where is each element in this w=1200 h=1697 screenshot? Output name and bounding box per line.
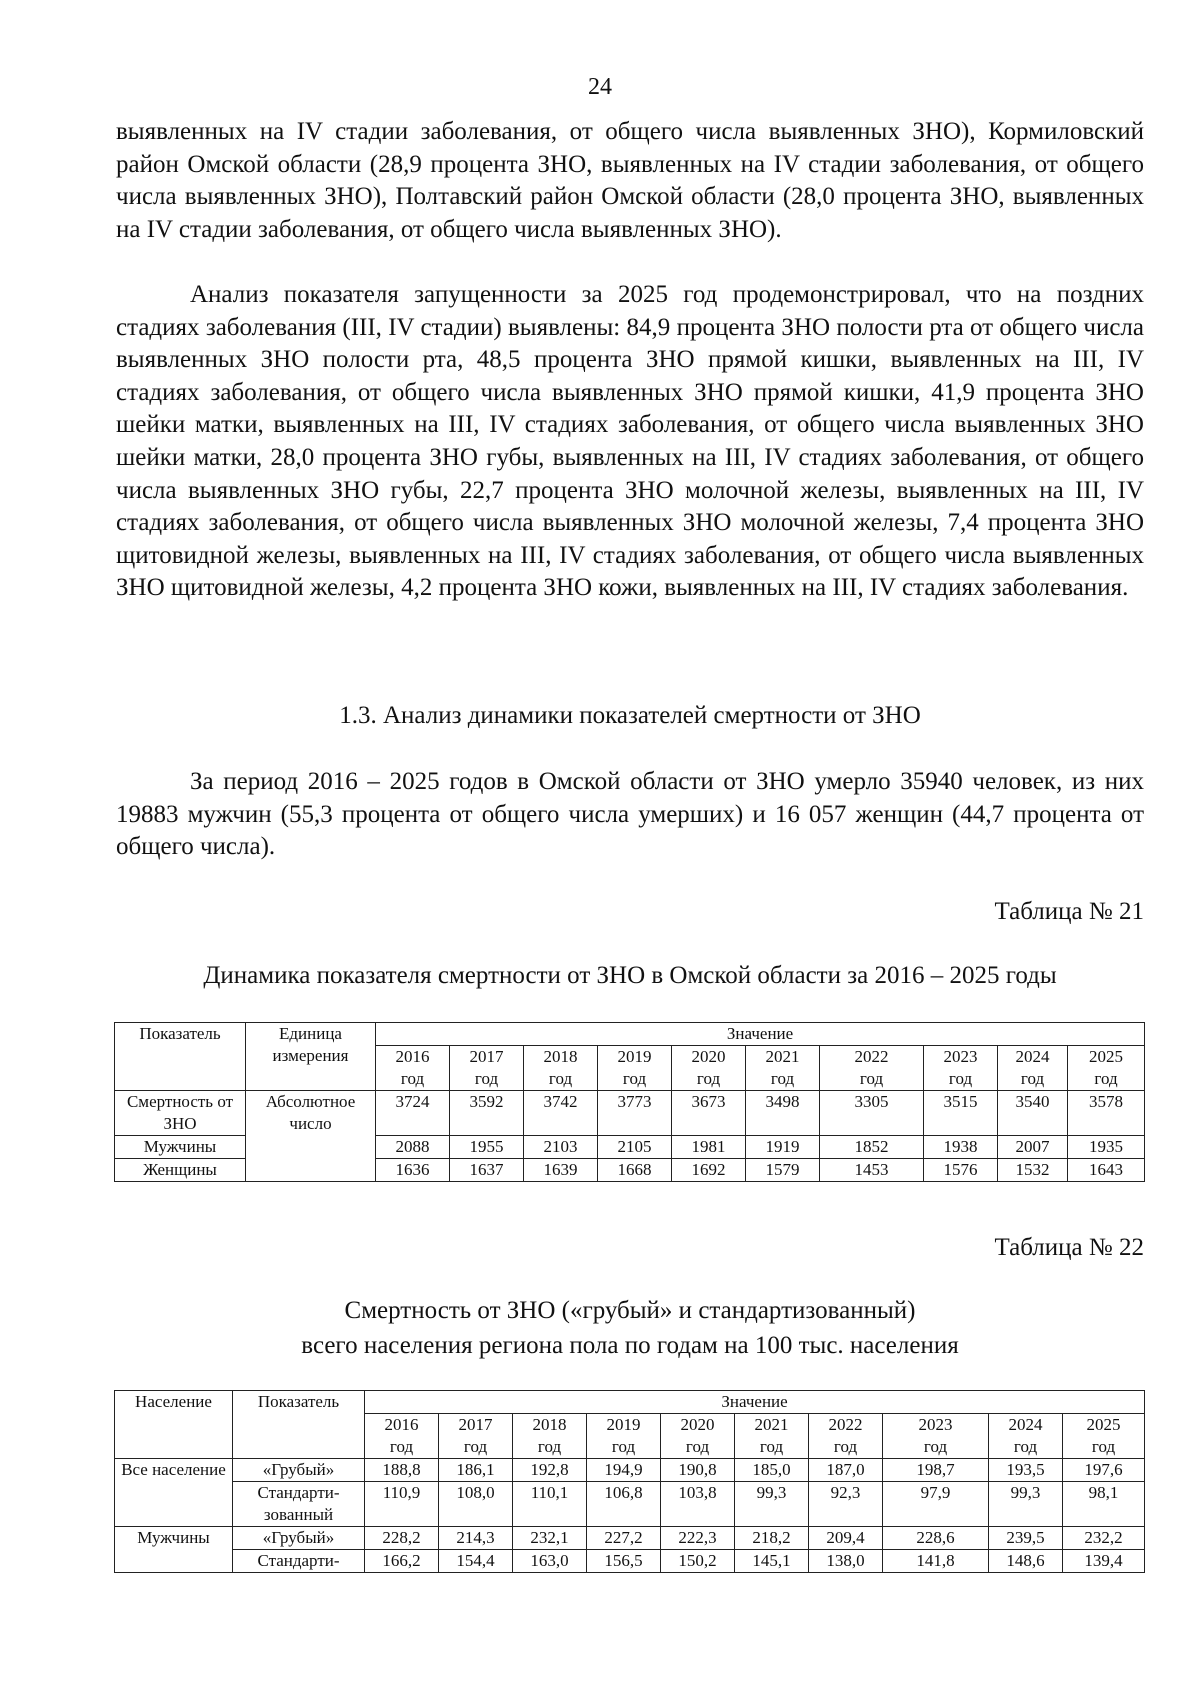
- table21-year-suffix: год: [622, 1069, 647, 1088]
- table21-cell: 3540: [998, 1091, 1068, 1136]
- table22-year: 2023: [918, 1415, 953, 1434]
- table22-year-suffix: год: [833, 1437, 858, 1456]
- table21-year-suffix: год: [948, 1069, 973, 1088]
- table22-cell: 106,8: [587, 1482, 661, 1527]
- table22-year: 2025: [1086, 1415, 1121, 1434]
- table22-cell: 218,2: [735, 1527, 809, 1550]
- table21-cell: 3578: [1068, 1091, 1145, 1136]
- table21-year: 2019: [617, 1047, 652, 1066]
- table22-year: 2017: [458, 1415, 493, 1434]
- table22-population-cell: Мужчины: [115, 1527, 233, 1573]
- table22-cell: 138,0: [809, 1550, 883, 1573]
- table21-year-suffix: год: [1094, 1069, 1118, 1088]
- table21-year-suffix: год: [696, 1069, 721, 1088]
- table21-cell: 1955: [450, 1136, 524, 1159]
- table22-cell: 98,1: [1063, 1482, 1145, 1527]
- table22-year-suffix: год: [1091, 1437, 1116, 1456]
- table21-cell: 1532: [998, 1159, 1068, 1182]
- table21-row-label: Женщины: [115, 1159, 246, 1182]
- table22-cell: 192,8: [513, 1459, 587, 1482]
- table22-cell: 103,8: [661, 1482, 735, 1527]
- paragraph-continued: выявленных на IV стадии заболевания, от общего числа выявленных ЗНО), Кормиловский район Омской области (28,9 процента ЗНО, выявленных на IV стадии заболевания, от общего числа выявленных ЗНО), Полтавский район Омской области (28,0 процента ЗНО, выявленных на IV стадии заболевания, от общего числа выявленных ЗНО).: [116, 118, 1144, 243]
- table22-cell: 197,6: [1063, 1459, 1145, 1482]
- table22-cell: 193,5: [989, 1459, 1063, 1482]
- table21-year-header: [524, 1046, 598, 1091]
- table22-cell: 198,7: [883, 1459, 989, 1482]
- table22-year-suffix: год: [1013, 1437, 1038, 1456]
- table22-cell: 190,8: [661, 1459, 735, 1482]
- table22-year-header: [809, 1414, 883, 1459]
- table22-year-suffix: год: [923, 1437, 948, 1456]
- table21-cell: 1639: [524, 1159, 598, 1182]
- table22-cell: 232,1: [513, 1527, 587, 1550]
- table21-year: 2022: [854, 1047, 889, 1066]
- table22-population-cell: Все население: [115, 1459, 233, 1527]
- table21-cell: 1576: [924, 1159, 998, 1182]
- table21-cell: 3498: [746, 1091, 820, 1136]
- table22-cell: 228,2: [365, 1527, 439, 1550]
- table21-cell: 3592: [450, 1091, 524, 1136]
- table21-row-label: Мужчины: [115, 1136, 246, 1159]
- table21-cell: 2007: [998, 1136, 1068, 1159]
- table22-cell: 156,5: [587, 1550, 661, 1573]
- table21-cell: 1981: [672, 1136, 746, 1159]
- table21-cell: 2103: [524, 1136, 598, 1159]
- table22-year-header: [587, 1414, 661, 1459]
- table22-cell: 214,3: [439, 1527, 513, 1550]
- table22-cell: 99,3: [989, 1482, 1063, 1527]
- table21-cell: 3724: [376, 1091, 450, 1136]
- table21-cell: 3515: [924, 1091, 998, 1136]
- table21-year: 2018: [543, 1047, 578, 1066]
- table21-year-header: [376, 1046, 450, 1091]
- table21-year-header: [924, 1046, 998, 1091]
- table22-year-header: [661, 1414, 735, 1459]
- table21-year: 2025: [1089, 1047, 1124, 1066]
- table22-label: Таблица № 22: [994, 1234, 1144, 1261]
- table21-year: 2023: [943, 1047, 978, 1066]
- table21-year: 2021: [765, 1047, 800, 1066]
- table21-cell: 1692: [672, 1159, 746, 1182]
- table22-year: 2021: [754, 1415, 789, 1434]
- table22-header-row: [115, 1391, 1145, 1414]
- table22-header-population: Население: [115, 1391, 233, 1459]
- table21-year: 2016: [395, 1047, 430, 1066]
- table22-year-header: [735, 1414, 809, 1459]
- table21-cell: 2105: [598, 1136, 672, 1159]
- table22-year: 2020: [680, 1415, 715, 1434]
- table21-year: 2024: [1015, 1047, 1050, 1066]
- table22-year-header: [989, 1414, 1063, 1459]
- table22-cell: 110,9: [365, 1482, 439, 1527]
- table21-cell: 1636: [376, 1159, 450, 1182]
- table21-label: Таблица № 21: [994, 898, 1144, 925]
- table21-year-suffix: год: [859, 1069, 884, 1088]
- table22-indicator-cell: Стандарти-: [233, 1550, 365, 1573]
- table21-caption: Динамика показателя смертности от ЗНО в Омской области за 2016 – 2025 годы: [203, 962, 1057, 989]
- table21-cell: 1938: [924, 1136, 998, 1159]
- table22-row-men-standardized: [115, 1550, 1145, 1573]
- table21-unit-cell: Абсолютное число: [246, 1091, 376, 1182]
- table21-header-unit: Единица измерения: [246, 1023, 376, 1091]
- table22-year-suffix: год: [759, 1437, 784, 1456]
- table22-cell: 163,0: [513, 1550, 587, 1573]
- table22-cell: 141,8: [883, 1550, 989, 1573]
- table21-year-header: [998, 1046, 1068, 1091]
- table22-cell: 99,3: [735, 1482, 809, 1527]
- table22-row-all-crude: [115, 1459, 1145, 1482]
- table22-cell: 187,0: [809, 1459, 883, 1482]
- table22-year: 2024: [1008, 1415, 1043, 1434]
- table22-cell: 110,1: [513, 1482, 587, 1527]
- table21-year-suffix: год: [1020, 1069, 1045, 1088]
- table22-cell: 154,4: [439, 1550, 513, 1573]
- table22-cell: 139,4: [1063, 1550, 1145, 1573]
- table22-cell: 97,9: [883, 1482, 989, 1527]
- table22-cell: 185,0: [735, 1459, 809, 1482]
- paragraph-mortality-summary: За период 2016 – 2025 годов в Омской области от ЗНО умерло 35940 человек, из них 19883 мужчин (55,3 процента от общего числа умерших) и 16 057 женщин (44,7 процента от общего числа).: [116, 768, 1144, 861]
- section-heading: 1.3. Анализ динамики показателей смертности от ЗНО: [339, 702, 921, 729]
- table22-year-suffix: год: [463, 1437, 488, 1456]
- table21-year-header: [820, 1046, 924, 1091]
- table22-cell: 188,8: [365, 1459, 439, 1482]
- paragraph-stage-analysis: Анализ показателя запущенности за 2025 год продемонстрировал, что на поздних стадиях заболевания (III, IV стадии) выявлены: 84,9 процента ЗНО полости рта от общего числа выявленных ЗНО полости рта, 48,5 процента ЗНО прямой кишки, выявленных на III, IV стадиях заболевания, от общего числа выявленных ЗНО прямой кишки, 41,9 процента ЗНО шейки матки, выявленных на III, IV стадиях заболевания, от общего числа выявленных ЗНО шейки матки, 28,0 процента ЗНО губы, выявленных на III, IV стадиях заболевания, от общего числа выявленных ЗНО губы, 22,7 процента ЗНО молочной железы, выявленных на III, IV стадиях заболевания, от общего числа выявленных ЗНО молочной железы, 7,4 процента ЗНО щитовидной железы, выявленных на III, IV стадиях заболевания, от общего числа выявленных ЗНО щитовидной железы, 4,2 процента ЗНО кожи, выявленных на III, IV стадиях заболевания.: [116, 281, 1144, 602]
- table21-header-row: [115, 1023, 1145, 1046]
- table21-cell: 2088: [376, 1136, 450, 1159]
- table22-header-value: Значение: [365, 1391, 1145, 1414]
- table22-row-all-standardized: [115, 1482, 1145, 1527]
- table21-cell: 1637: [450, 1159, 524, 1182]
- table21-cell: 1643: [1068, 1159, 1145, 1182]
- table22-cell: 166,2: [365, 1550, 439, 1573]
- table21-header-indicator: Показатель: [115, 1023, 246, 1091]
- table22-cell: 92,3: [809, 1482, 883, 1527]
- table21-cell: 3742: [524, 1091, 598, 1136]
- table22-indicator-cell: «Грубый»: [233, 1459, 365, 1482]
- table22-cell: 186,1: [439, 1459, 513, 1482]
- table21-year: 2017: [469, 1047, 504, 1066]
- table21-year-header: [450, 1046, 524, 1091]
- table21-cell: 1852: [820, 1136, 924, 1159]
- table21-year: 2020: [691, 1047, 726, 1066]
- table22-year-suffix: год: [389, 1437, 414, 1456]
- table21-cell: 1453: [820, 1159, 924, 1182]
- table22-year-header: [883, 1414, 989, 1459]
- table22-year: 2022: [828, 1415, 863, 1434]
- page-number: 24: [588, 74, 612, 100]
- table21: [114, 1022, 1145, 1182]
- table22-caption: [116, 1293, 1144, 1363]
- table21-row-label: Смертность от ЗНО: [115, 1091, 246, 1136]
- table22-cell: 150,2: [661, 1550, 735, 1573]
- table22-year: 2018: [532, 1415, 567, 1434]
- table22-indicator-cell: Стандарти-зованный: [233, 1482, 365, 1527]
- table22-year-header: [1063, 1414, 1145, 1459]
- table21-year-suffix: год: [770, 1069, 795, 1088]
- table21-year-header: [746, 1046, 820, 1091]
- table21-cell: 3773: [598, 1091, 672, 1136]
- table22-cell: 209,4: [809, 1527, 883, 1550]
- table22-cell: 145,1: [735, 1550, 809, 1573]
- table21-year-header: [1068, 1046, 1145, 1091]
- table22-year-suffix: год: [685, 1437, 710, 1456]
- table21-cell: 1579: [746, 1159, 820, 1182]
- table21-header-value: Значение: [376, 1023, 1145, 1046]
- table22-year-header: [513, 1414, 587, 1459]
- table22-cell: 227,2: [587, 1527, 661, 1550]
- table21-cell: 1935: [1068, 1136, 1145, 1159]
- table21-year-suffix: год: [474, 1069, 499, 1088]
- table22-row-men-crude: [115, 1527, 1145, 1550]
- table22-caption-line2: всего населения региона пола по годам на 100 тыс. населения: [301, 1332, 959, 1359]
- table22-year-suffix: год: [537, 1437, 562, 1456]
- table21-cell: 1919: [746, 1136, 820, 1159]
- table22-year: 2016: [384, 1415, 419, 1434]
- table21-cell: 1668: [598, 1159, 672, 1182]
- table21-year-header: [598, 1046, 672, 1091]
- table21-row-mortality: [115, 1091, 1145, 1136]
- table22-cell: 148,6: [989, 1550, 1063, 1573]
- table21-year-header: [672, 1046, 746, 1091]
- table22-header-indicator: Показатель: [233, 1391, 365, 1459]
- table22-cell: 232,2: [1063, 1527, 1145, 1550]
- table22-cell: 222,3: [661, 1527, 735, 1550]
- table21-year-suffix: год: [400, 1069, 425, 1088]
- table21-cell: 3305: [820, 1091, 924, 1136]
- table21-cell: 3673: [672, 1091, 746, 1136]
- table22-year-header: [439, 1414, 513, 1459]
- table22-cell: 194,9: [587, 1459, 661, 1482]
- table22-cell: 228,6: [883, 1527, 989, 1550]
- table21-year-suffix: год: [548, 1069, 573, 1088]
- table22-cell: 108,0: [439, 1482, 513, 1527]
- table22-year-suffix: год: [611, 1437, 636, 1456]
- table22-year: 2019: [606, 1415, 641, 1434]
- table22-caption-line1: Смертность от ЗНО («грубый» и стандартизованный): [344, 1297, 916, 1324]
- table22: [114, 1390, 1145, 1573]
- table22-cell: 239,5: [989, 1527, 1063, 1550]
- table22-year-header: [365, 1414, 439, 1459]
- table22-indicator-cell: «Грубый»: [233, 1527, 365, 1550]
